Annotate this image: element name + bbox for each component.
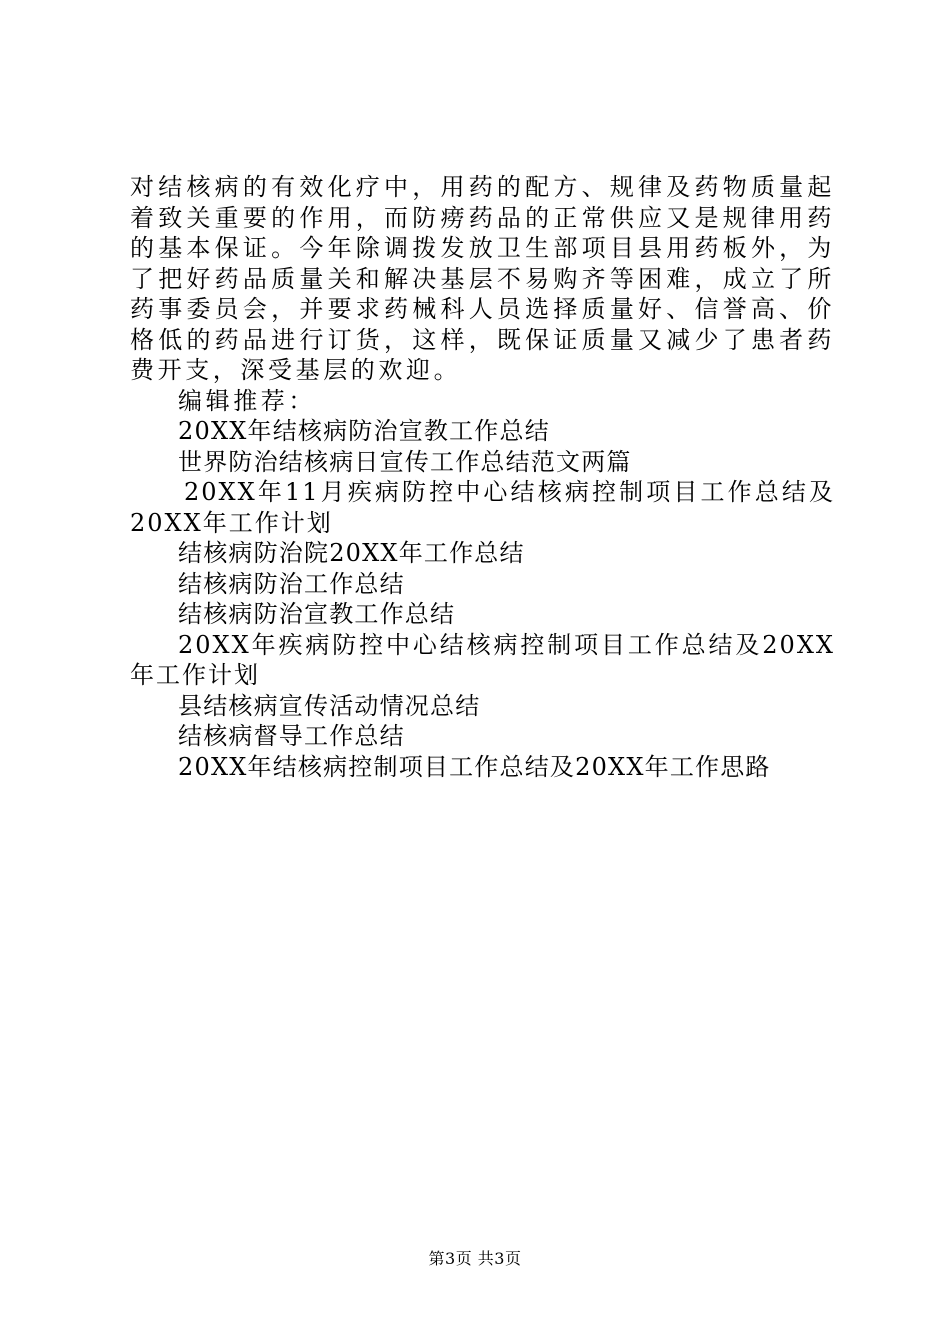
recommend-link-7[interactable]: 20XX年疾病防控中心结核病控制项目工作总结及20XX年工作计划 [130, 630, 835, 689]
page-footer: 第3页 共3页 [428, 1249, 522, 1268]
recommend-list [130, 416, 835, 782]
recommend-link-1[interactable]: 20XX年结核病防治宣教工作总结 [178, 417, 550, 445]
recommend-link-9[interactable]: 结核病督导工作总结 [178, 722, 405, 750]
recommend-link-6[interactable]: 结核病防治宣教工作总结 [178, 600, 456, 628]
recommend-link-3[interactable]: 20XX年11月疾病防控中心结核病控制项目工作总结及20XX年工作计划 [130, 478, 835, 537]
recommend-link-10[interactable]: 20XX年结核病控制项目工作总结及20XX年工作思路 [178, 752, 771, 781]
recommend-link-4[interactable]: 结核病防治院20XX年工作总结 [178, 539, 525, 567]
recommend-link-2[interactable]: 世界防治结核病日宣传工作总结范文两篇 [178, 447, 632, 476]
recommend-link-8[interactable]: 县结核病宣传活动情况总结 [178, 691, 481, 720]
recommend-link-5[interactable]: 结核病防治工作总结 [178, 569, 405, 598]
recommend-title: 编辑推荐： [178, 386, 316, 415]
body-paragraph: 对结核病的有效化疗中，用药的配方、规律及药物质量起着致关重要的作用，而防痨药品的正常供应又是规律用药的基本保证。今年除调拨发放卫生部项目县用药板外，为了把好药品质量关和解决基层不易购齐等困难，成立了所药事委员会，并要求药械科人员选择质量好、信誉高、价格低的药品进行订货，这样，既保证质量又减少了患者药费开支，深受基层的欢迎。 [130, 173, 835, 384]
document-body [130, 172, 835, 782]
